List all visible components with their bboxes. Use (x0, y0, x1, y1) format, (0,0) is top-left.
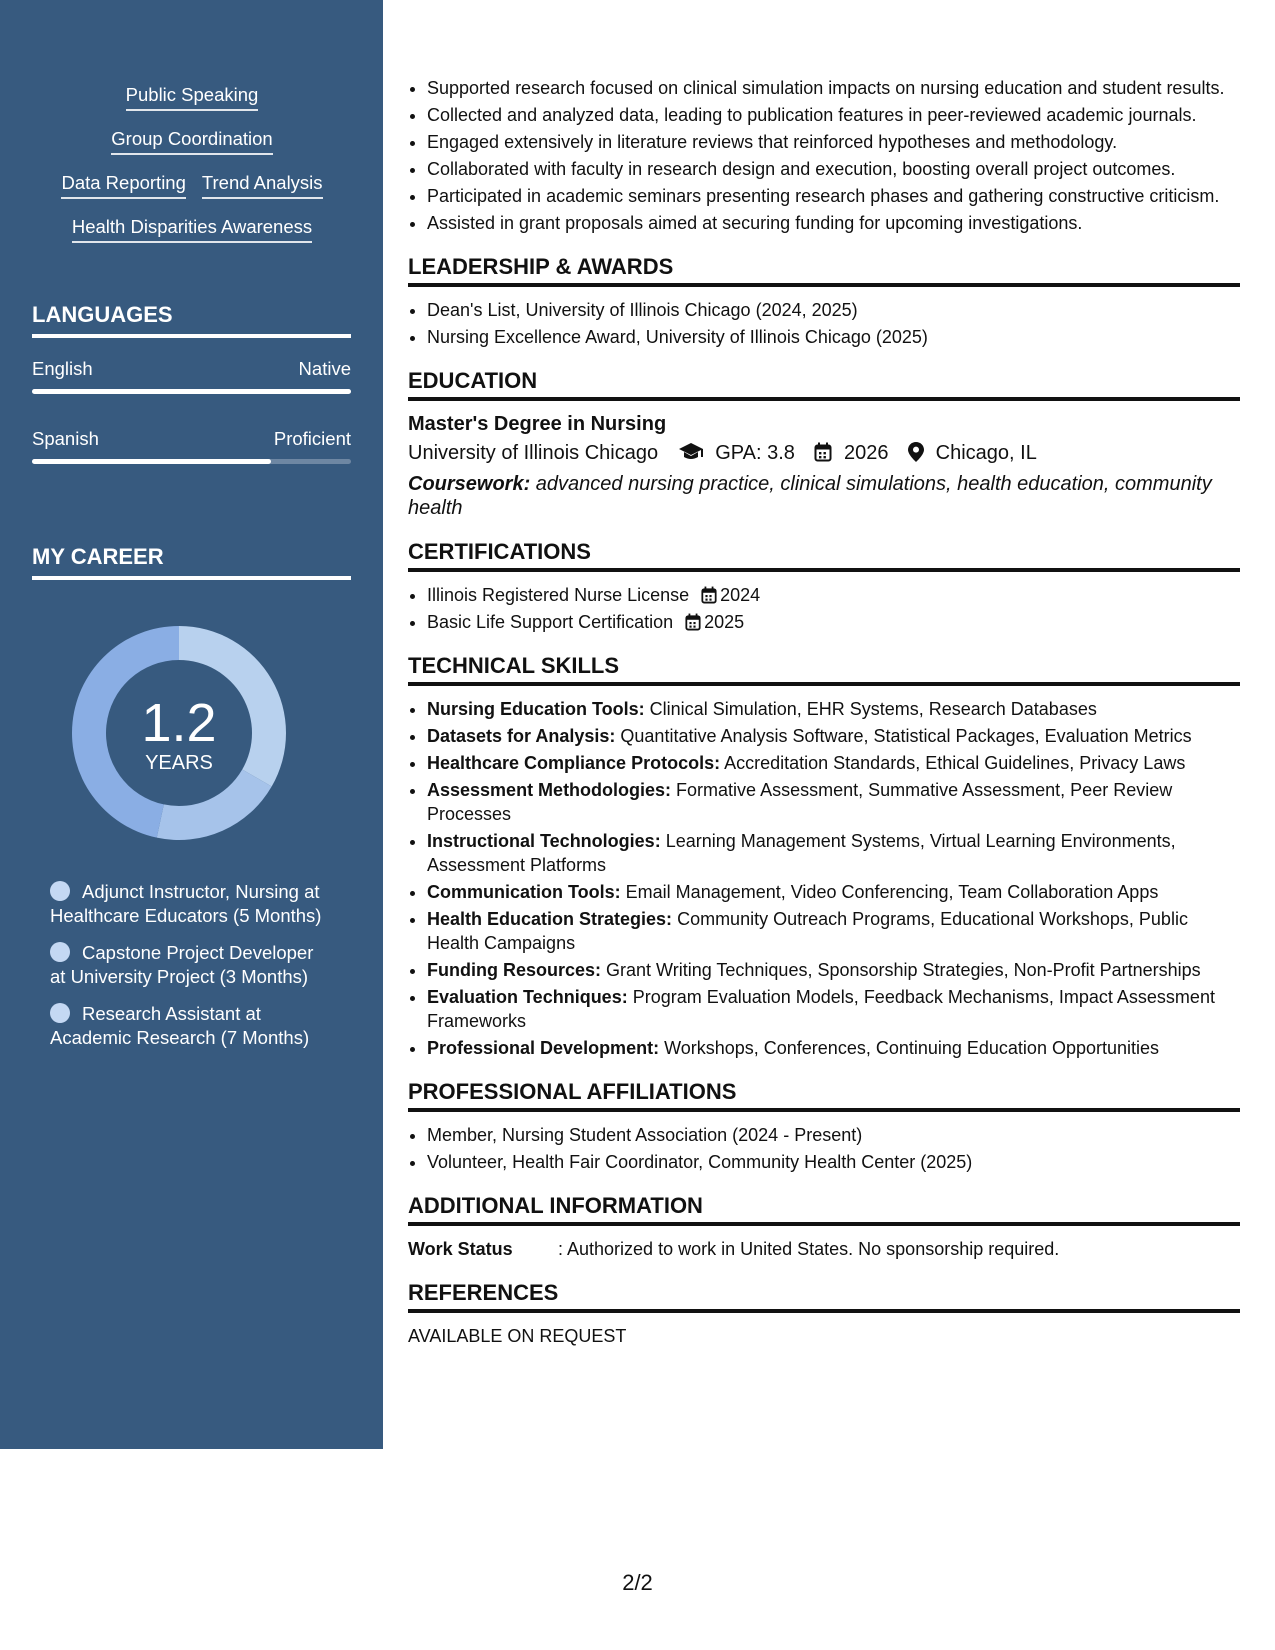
skill-tag: Data Reporting (61, 172, 185, 199)
affiliation-item: • Volunteer, Health Fair Coordinator, Community Health Center (2025) (427, 1150, 1240, 1174)
skill-row (32, 216, 352, 243)
certification-item (427, 583, 1240, 607)
technical-skill-item (427, 880, 1240, 904)
coursework-text: advanced nursing practice, clinical simulations, health education, community health (408, 473, 1212, 519)
calendar-icon (814, 442, 832, 462)
technical-skill-text: Formative Assessment, Summative Assessment, Peer Review Processes (427, 780, 1173, 824)
technical-skills-list (408, 697, 1240, 1060)
technical-skill-label: Funding Resources: (427, 960, 602, 980)
technical-skill-label: Health Education Strategies: (427, 909, 673, 929)
technical-skill-item (427, 751, 1240, 775)
school-name: University of Illinois Chicago (408, 442, 659, 464)
language-bar (32, 389, 351, 394)
language-name: English (32, 358, 93, 379)
career-dot-icon (50, 942, 70, 962)
technical-skill-text: Accreditation Standards, Ethical Guidelines, Privacy Laws (720, 753, 1186, 773)
degree-title: Master's Degree in Nursing (408, 413, 667, 435)
affiliation-item: • Member, Nursing Student Association (2024 - Present) (427, 1123, 1240, 1147)
certification-item (427, 610, 1240, 634)
career-item-text: Research Assistant at Academic Research (7 Months) (50, 1003, 310, 1048)
sidebar (0, 0, 383, 1449)
technical-skill-label: Assessment Methodologies: (427, 780, 672, 800)
skill-tag: Health Disparities Awareness (72, 216, 312, 243)
research-bullet: • Collected and analyzed data, leading to publication features in peer-reviewed academic journals. (427, 103, 1240, 127)
technical-skill-text: Community Outreach Programs, Educational Workshops, Public Health Campaigns (427, 909, 1188, 953)
skill-row (32, 128, 352, 155)
technical-skill-text: Workshops, Conferences, Continuing Education Opportunities (659, 1038, 1160, 1058)
career-item (50, 880, 330, 928)
education-heading: EDUCATION (408, 369, 1240, 401)
research-bullet: • Participated in academic seminars presenting research phases and gathering constructive criticism. (427, 184, 1240, 208)
certification-name: Illinois Registered Nurse License (427, 585, 690, 605)
technical-skill-item (427, 778, 1240, 826)
coursework (408, 472, 1240, 520)
languages-heading: LANGUAGES (32, 302, 351, 338)
skill-tag: Trend Analysis (202, 172, 323, 199)
career-dot-icon (50, 1003, 70, 1023)
award-item: • Dean's List, University of Illinois Chicago (2024, 2025) (427, 298, 1240, 322)
technical-skills-heading: TECHNICAL SKILLS (408, 654, 1240, 686)
language-bar-fill (32, 459, 271, 464)
career-dot-icon (50, 881, 70, 901)
work-status (408, 1237, 1240, 1261)
research-bullet: • Supported research focused on clinical simulation impacts on nursing education and student results. (427, 76, 1240, 100)
technical-skill-item (427, 958, 1240, 982)
skill-tag: Group Coordination (111, 128, 272, 155)
certification-year: 2025 (704, 612, 745, 632)
technical-skill-text: Quantitative Analysis Software, Statistical Packages, Evaluation Metrics (615, 726, 1192, 746)
research-bullet: • Assisted in grant proposals aimed at securing funding for upcoming investigations. (427, 211, 1240, 235)
affiliations-list (408, 1123, 1240, 1174)
technical-skill-item (427, 829, 1240, 877)
language-name: Spanish (32, 428, 99, 449)
language-spanish (32, 428, 351, 464)
technical-skill-text: Learning Management Systems, Virtual Learning Environments, Assessment Platforms (427, 831, 1176, 875)
technical-skill-label: Communication Tools: (427, 882, 621, 902)
page-number: 2/2 (622, 1570, 653, 1595)
career-item-text: Capstone Project Developer at University Project (3 Months) (50, 942, 314, 987)
technical-skill-label: Evaluation Techniques: (427, 987, 628, 1007)
location-pin-icon (908, 442, 924, 462)
affiliations-heading: PROFESSIONAL AFFILIATIONS (408, 1080, 1240, 1112)
technical-skill-label: Nursing Education Tools: (427, 699, 645, 719)
language-bar (32, 459, 351, 464)
calendar-icon (701, 586, 717, 604)
certification-name: Basic Life Support Certification (427, 612, 674, 632)
technical-skill-label: Professional Development: (427, 1038, 660, 1058)
career-item-text: Adjunct Instructor, Nursing at Healthcare Educators (5 Months) (50, 881, 322, 926)
certification-year: 2024 (720, 585, 761, 605)
career-list (50, 880, 330, 1063)
skill-row (32, 84, 352, 111)
graduation-year: 2026 (844, 442, 889, 464)
technical-skill-text: Clinical Simulation, EHR Systems, Research Databases (644, 699, 1097, 719)
career-total (66, 620, 292, 846)
technical-skill-item (427, 907, 1240, 955)
main-content (408, 76, 1240, 1348)
certifications-heading: CERTIFICATIONS (408, 540, 1240, 572)
career-item (50, 1002, 330, 1050)
work-status-value: : Authorized to work in United States. No sponsorship required. (558, 1239, 1060, 1259)
technical-skill-text: Grant Writing Techniques, Sponsorship Strategies, Non-Profit Partnerships (601, 960, 1201, 980)
research-bullet: • Collaborated with faculty in research design and execution, boosting overall project outcomes. (427, 157, 1240, 181)
additional-info-heading: ADDITIONAL INFORMATION (408, 1194, 1240, 1226)
research-bullet: • Engaged extensively in literature reviews that reinforced hypotheses and methodology. (427, 130, 1240, 154)
gpa: GPA: 3.8 (715, 442, 795, 464)
language-english (32, 358, 351, 394)
education-details (408, 441, 1240, 465)
coursework-label: Coursework: (408, 473, 531, 495)
leadership-heading: LEADERSHIP & AWARDS (408, 255, 1240, 287)
references-heading: REFERENCES (408, 1281, 1240, 1313)
certifications-list (408, 583, 1240, 634)
school-location: Chicago, IL (935, 442, 1037, 464)
technical-skill-label: Datasets for Analysis: (427, 726, 616, 746)
skill-tag: Public Speaking (126, 84, 259, 111)
career-total-value: 1.2 (141, 693, 217, 753)
work-status-label: Work Status (408, 1239, 513, 1259)
technical-skill-label: Instructional Technologies: (427, 831, 661, 851)
technical-skill-text: Program Evaluation Models, Feedback Mechanisms, Impact Assessment Frameworks (427, 987, 1215, 1031)
career-item (50, 941, 330, 989)
technical-skill-item (427, 724, 1240, 748)
graduation-cap-icon (678, 442, 704, 462)
soft-skills-list (32, 84, 352, 260)
language-bar-fill (32, 389, 351, 394)
language-level: Proficient (273, 428, 351, 449)
references-text: AVAILABLE ON REQUEST (408, 1326, 627, 1346)
skill-row (32, 172, 352, 199)
award-item: • Nursing Excellence Award, University of Illinois Chicago (2025) (427, 325, 1240, 349)
career-total-unit: YEARS (145, 752, 213, 774)
technical-skill-item (427, 1036, 1240, 1060)
calendar-icon (685, 613, 701, 631)
technical-skill-label: Healthcare Compliance Protocols: (427, 753, 721, 773)
leadership-list (408, 298, 1240, 349)
research-bullets (408, 76, 1240, 235)
career-heading: MY CAREER (32, 544, 351, 580)
language-level: Native (298, 358, 351, 379)
technical-skill-text: Email Management, Video Conferencing, Team Collaboration Apps (620, 882, 1159, 902)
technical-skill-item (427, 985, 1240, 1033)
technical-skill-item (427, 697, 1240, 721)
